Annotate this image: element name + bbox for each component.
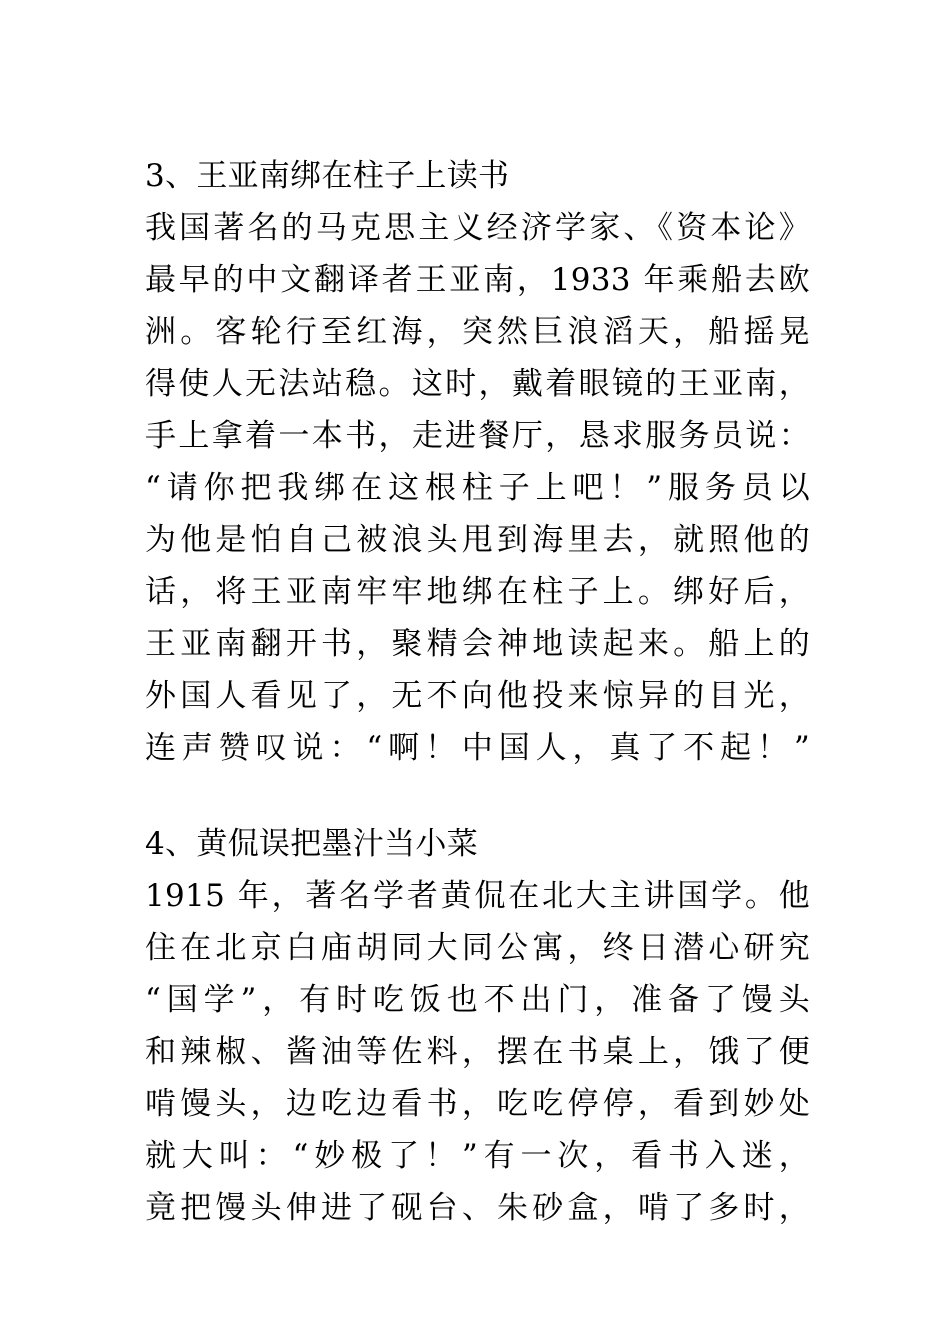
paragraph-line: 洲。客轮行至红海，突然巨浪滔天，船摇晃 [145, 314, 810, 350]
paragraph-line: 连声赞叹说：“啊！中国人，真了不起！” [145, 730, 810, 766]
paragraph-line: 就大叫：“妙极了！”有一次，看书入迷， [145, 1138, 810, 1174]
paragraph-line: 得使人无法站稳。这时，戴着眼镜的王亚南， [145, 366, 810, 402]
paragraph-line: 竟把馒头伸进了砚台、朱砂盒，啃了多时， [145, 1190, 810, 1226]
paragraph-line: 王亚南翻开书，聚精会神地读起来。船上的 [145, 626, 810, 662]
story-section-3 [145, 150, 810, 774]
paragraph-line: “国学”，有时吃饭也不出门，准备了馒头 [145, 982, 810, 1018]
story-section-4 [145, 818, 810, 1234]
section-heading: 3、王亚南绑在柱子上读书 [145, 158, 510, 194]
paragraph-line: 手上拿着一本书，走进餐厅，恳求服务员说： [145, 418, 810, 454]
paragraph-line: 住在北京白庙胡同大同公寓，终日潜心研究 [145, 930, 810, 966]
paragraph-line: “请你把我绑在这根柱子上吧！”服务员以 [145, 470, 810, 506]
paragraph-line: 啃馒头，边吃边看书，吃吃停停，看到妙处 [145, 1086, 810, 1122]
paragraph-line: 外国人看见了，无不向他投来惊异的目光， [145, 678, 810, 714]
paragraph-line: 我国著名的马克思主义经济学家、《资本论》 [145, 210, 810, 246]
paragraph-line: 为他是怕自己被浪头甩到海里去，就照他的 [145, 522, 810, 558]
paragraph-line: 话，将王亚南牢牢地绑在柱子上。绑好后， [145, 574, 810, 610]
paragraph-line: 最早的中文翻译者王亚南，1933 年乘船去欧 [145, 262, 810, 298]
paragraph-line: 1915 年，著名学者黄侃在北大主讲国学。他 [145, 878, 810, 914]
paragraph-line: 和辣椒、酱油等佐料，摆在书桌上，饿了便 [145, 1034, 810, 1070]
section-heading: 4、黄侃误把墨汁当小菜 [145, 826, 479, 862]
document-page [145, 150, 810, 1234]
